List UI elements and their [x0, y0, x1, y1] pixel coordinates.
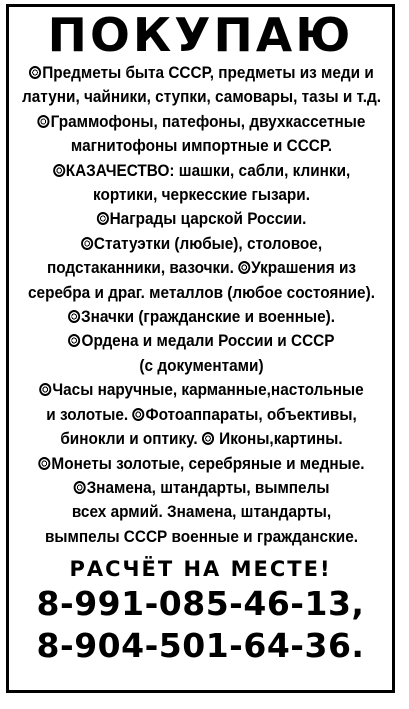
ad-line [10, 427, 392, 451]
ad-line [10, 134, 392, 158]
ad-line-text: вымпелы СССР военные и гражданские. [44, 527, 359, 546]
ad-line [10, 207, 392, 231]
ad-line [10, 500, 392, 524]
ad-line-text: Знамена, штандарты, вымпелы [86, 478, 330, 497]
ad-slogan: РАСЧЁТ НА МЕСТЕ! [69, 557, 332, 582]
flower-bullet-icon [38, 457, 50, 470]
ad-line [10, 281, 392, 305]
flower-bullet-icon [238, 261, 250, 274]
ad-line-text: (с документами) [139, 356, 264, 375]
ad-line-text: Монеты золотые, серебряные и медные. [51, 454, 365, 473]
ad-line-text: КАЗАЧЕСТВО: шашки, сабли, клинки, [65, 161, 351, 180]
flower-bullet-icon [53, 164, 65, 177]
ad-line-text: и золотые. [46, 405, 129, 424]
ad-line [10, 61, 392, 85]
ad-line-text: Часы наручные, карманные,настольные [52, 381, 364, 400]
phone-number-2: 8-904-501-64-36. [36, 626, 365, 666]
ad-line-text: подстаканники, вазочки. [46, 259, 234, 278]
flower-bullet-icon [81, 237, 93, 250]
ad-line-text: Предметы быта СССР, предметы из меди и [42, 64, 374, 82]
phone-number-1: 8-991-085-46-13, [36, 584, 365, 624]
ad-line [10, 85, 392, 109]
ad-line [10, 452, 392, 476]
ad-title: ПОКУПАЮ [47, 8, 354, 62]
flower-bullet-icon [74, 481, 86, 494]
ad-line-text: Иконы,картины. [214, 430, 343, 449]
ad-line-text: Награды царской России. [109, 210, 307, 229]
ad-line-text: магнитофоны импортные и СССР. [70, 137, 333, 156]
ad-line-text: Статуэтки (любые), столовое, [93, 234, 323, 253]
flower-bullet-icon [68, 334, 80, 347]
ad-line [10, 183, 392, 207]
ad-line-text: Значки (гражданские и военные). [81, 308, 335, 327]
flower-bullet-icon [39, 383, 51, 396]
ad-line [10, 305, 392, 329]
classified-ad [6, 4, 395, 693]
flower-bullet-icon [38, 115, 50, 128]
ad-line-text: бинокли и оптику. [60, 430, 198, 449]
flower-bullet-icon [29, 66, 41, 79]
ad-line [10, 110, 392, 134]
flower-bullet-icon [97, 212, 109, 225]
ad-line-text: латуни, чайники, ступки, самовары, тазы и т.д. [22, 88, 381, 107]
ad-line [10, 354, 392, 378]
ad-line-text: Фотоаппараты, объективы, [145, 405, 357, 424]
ad-line [10, 159, 392, 183]
ad-line-text: всех армий. Знамена, штандарты, [71, 503, 332, 522]
ad-line-text: Украшения из [251, 259, 357, 278]
ad-line [10, 329, 392, 353]
ad-line [10, 525, 392, 549]
ad-line [10, 476, 392, 500]
ad-line-text: Ордена и медали России и СССР [81, 332, 335, 351]
ad-line-text: кортики, черкесские гызари. [93, 186, 310, 205]
ad-line-text: серебра и драг. металлов (любое состояние). [28, 283, 375, 302]
flower-bullet-icon [132, 408, 144, 421]
ad-line [10, 403, 392, 427]
flower-bullet-icon [202, 432, 214, 445]
flower-bullet-icon [68, 310, 80, 323]
ad-line [10, 378, 392, 402]
ad-line-text: Граммофоны, патефоны, двухкассетные [50, 112, 366, 131]
ad-body [9, 61, 395, 549]
ad-line [10, 232, 392, 256]
ad-line [10, 256, 392, 280]
